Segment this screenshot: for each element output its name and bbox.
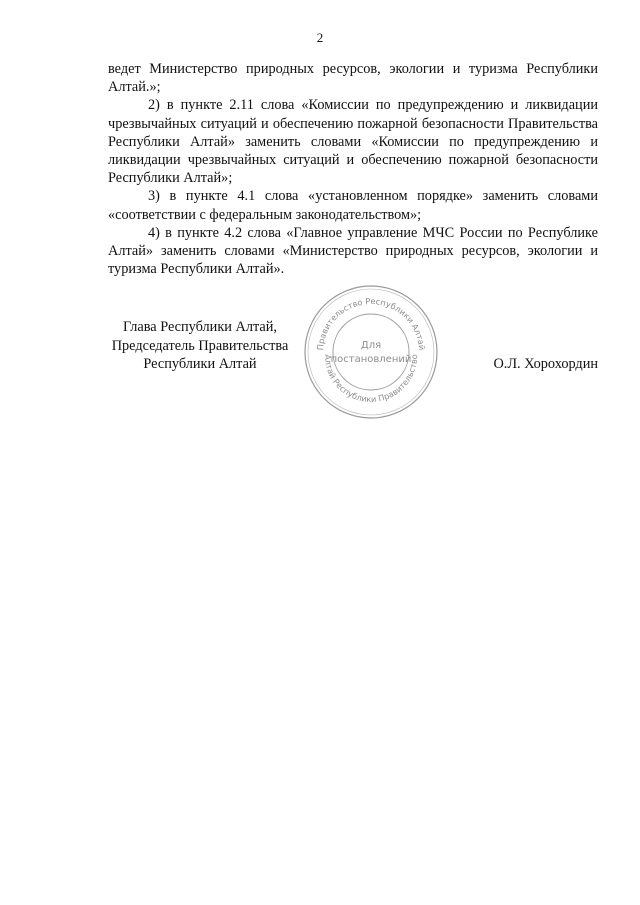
signatory-title-line-1: Глава Республики Алтай,: [123, 319, 277, 335]
seal-outer-text-bottom: Алтай Республики Правительство: [322, 354, 420, 405]
document-body: [108, 60, 598, 278]
paragraph-item-4: 4) в пункте 4.2 слова «Главное управление МЧС России по Республике Алтай» заменить словами «Министерство природных ресурсов, экологии и туризма Республики Алтай».: [108, 224, 598, 278]
paragraph-item-2: 2) в пункте 2.11 слова «Комиссии по предупреждению и ликвидации чрезвычайных ситуаций и обеспечению пожарной безопасности Правительства Республики Алтай» заменить словами «Комиссии по предупреждению и ликвидации чрезвычайных ситуаций и обеспечению пожарной безопасности Республики Алтай»;: [108, 97, 598, 187]
page-number: 2: [316, 30, 324, 45]
seal-graphic: [303, 284, 439, 420]
paragraph-continuation: ведет Министерство природных ресурсов, экологии и туризма Республики Алтай.»;: [108, 61, 598, 96]
seal-outer-text-top: Правительство Республики Алтай: [314, 295, 428, 351]
seal-center-line-1: Для: [360, 340, 382, 351]
signatory-title: [100, 318, 300, 374]
signatory-title-line-2: Председатель Правительства: [111, 337, 289, 354]
signatory-name: О.Л. Хорохордин: [493, 356, 598, 372]
paragraph-item-3: 3) в пункте 4.1 слова «установленном порядке» заменить словами «соответствии с федеральным законодательством»;: [108, 188, 598, 223]
official-seal: [303, 284, 439, 420]
signatory-title-line-3: Республики Алтай: [143, 356, 257, 372]
seal-center-line-2: постановлений: [330, 354, 412, 365]
seal-inner-ring: [333, 314, 409, 390]
